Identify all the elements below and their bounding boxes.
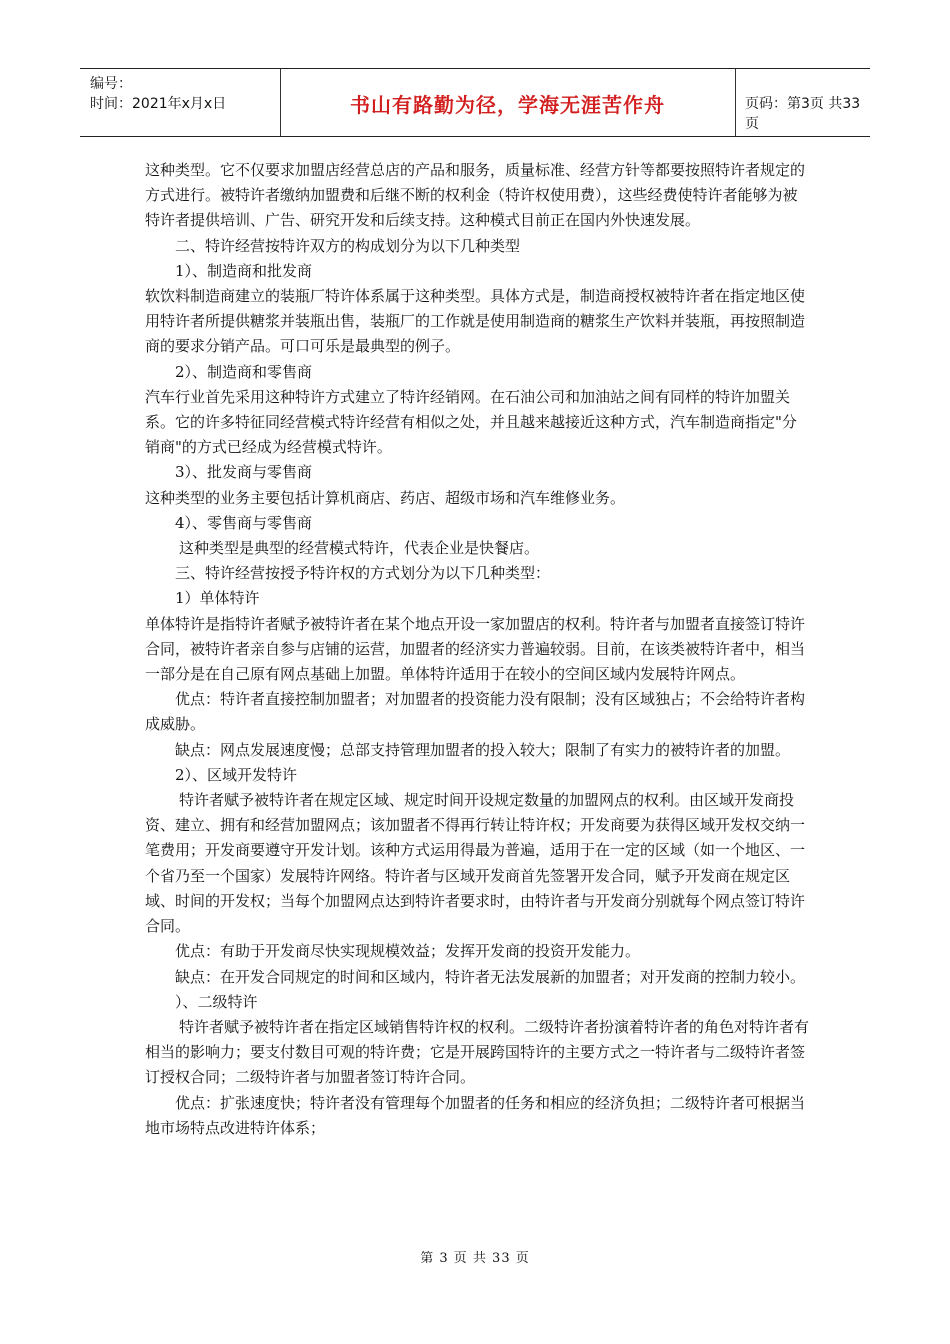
header-motto-cell (280, 69, 736, 136)
subsection-heading: 4）、零售商与零售商 (175, 513, 313, 532)
body-paragraph: 这种类型是典型的经营模式特许，代表企业是快餐店。 (179, 539, 540, 558)
header-info-cell (80, 69, 281, 136)
header-motto: 书山有路勤为径，学海无涯苦作舟 (350, 93, 665, 117)
subsection-heading: 2）、制造商和零售商 (175, 362, 313, 381)
body-paragraph: 单体特许是指特许者赋予被特许者在某个地点开设一家加盟店的权利。特许者与加盟者直接签订特许合同，被特许者亲自参与店铺的运营，加盟者的经济实力普遍较弱。目前，在该类被特许者中，相当一部分是在自己原有网点基础上加盟。单体特许适用于在较小的空间区域内发展特许网点。 (145, 614, 806, 684)
advantages-paragraph: 优点：扩张速度快；特许者没有管理每个加盟者的任务和相应的经济负担；二级特许者可根据当地市场特点改进特许体系； (145, 1093, 806, 1137)
subsection-heading: 3）、批发商与零售商 (175, 463, 313, 482)
advantages-paragraph: 优点：有助于开发商尽快实现规模效益；发挥开发商的投资开发能力。 (175, 942, 641, 961)
header-page-cell (735, 69, 870, 136)
body-paragraph: 软饮料制造商建立的装瓶厂特许体系属于这种类型。具体方式是，制造商授权被特许者在指定地区使用特许者所提供糖浆并装瓶出售，装瓶厂的工作就是使用制造商的糖浆生产饮料并装瓶，再按照制造商的要求分销产品。可口可乐是最典型的例子。 (145, 287, 806, 356)
document-code-label: 编号： (90, 76, 132, 92)
advantages-paragraph: 优点：特许者直接控制加盟者；对加盟者的投资能力没有限制；没有区域独占；不会给特许者构成威胁。 (145, 690, 806, 734)
document-time-label: 时间：2021年x月x日 (90, 96, 227, 112)
page-header (80, 68, 870, 137)
disadvantages-paragraph: 缺点：在开发合同规定的时间和区域内，特许者无法发展新的加盟者；对开发商的控制力较小。 (175, 967, 806, 986)
document-body (145, 158, 810, 1141)
body-paragraph: 特许者赋予被特许者在指定区域销售特许权的权利。二级特许者扮演着特许者的角色对特许者有相当的影响力；要支付数目可观的特许费；它是开展跨国特许的主要方式之一特许者与二级特许者签订授权合同；二级特许者与加盟者签订特许合同。 (145, 1017, 810, 1087)
header-page-number: 页码：第3页 共33页 (745, 96, 861, 132)
subsection-heading: 1）、制造商和批发商 (175, 261, 313, 280)
body-paragraph: 这种类型的业务主要包括计算机商店、药店、超级市场和汽车维修业务。 (145, 488, 626, 507)
section-heading: 二、特许经营按特许双方的构成划分为以下几种类型 (175, 236, 521, 255)
body-paragraph: 这种类型。它不仅要求加盟店经营总店的产品和服务，质量标准、经营方针等都要按照特许者规定的方式进行。被特许者缴纳加盟费和后继不断的权利金（特许权使用费），这些经费使特许者能够为被特许者提供培训、广告、研究开发和后续支持。这种模式目前正在国内外快速发展。 (145, 161, 806, 230)
section-heading: 三、特许经营按授予特许权的方式划分为以下几种类型： (175, 564, 551, 583)
page-footer: 第 3 页 共 33 页 (420, 1251, 530, 1266)
subsection-heading: ）、二级特许 (175, 992, 258, 1011)
body-paragraph: 汽车行业首先采用这种特许方式建立了特许经销网。在石油公司和加油站之间有同样的特许加盟关系。它的许多特征同经营模式特许经营有相似之处，并且越来越接近这种方式，汽车制造商指定"分销商"的方式已经成为经营模式特许。 (145, 387, 797, 457)
subsection-heading: 2）、区域开发特许 (175, 765, 298, 784)
subsection-heading: 1）单体特许 (175, 589, 260, 608)
disadvantages-paragraph: 缺点：网点发展速度慢；总部支持管理加盟者的投入较大；限制了有实力的被特许者的加盟。 (175, 740, 791, 759)
body-paragraph: 特许者赋予被特许者在规定区域、规定时间开设规定数量的加盟网点的权利。由区域开发商投资、建立、拥有和经营加盟网点；该加盟者不得再行转让特许权；开发商要为获得区域开发权交纳一笔费用；开发商要遵守开发计划。该种方式运用得最为普遍，适用于在一定的区域（如一个地区、一个省乃至一个国家）发展特许网络。特许者与区域开发商首先签署开发合同，赋予开发商在规定区域、时间的开发权；当每个加盟网点达到特许者要求时，由特许者与开发商分别就每个网点签订特许合同。 (145, 791, 806, 936)
